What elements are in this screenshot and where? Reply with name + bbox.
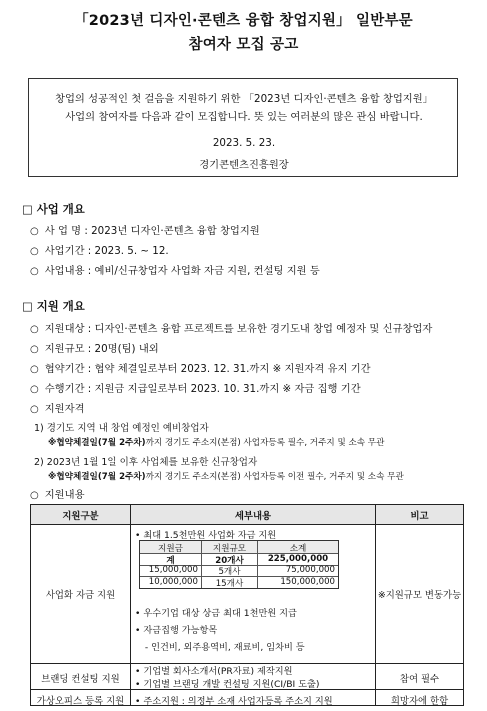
list-item-text: 협약기간 : 협약 체결일로부터 2023. 12. 31.까지 ※ 지원자격 유지 기간 — [44, 363, 371, 375]
table-bullet: • 최대 1.5천만원 사업화 자금 지원 — [135, 530, 277, 541]
note-text: 까지 경기도 주소지(본점) 사업자등록 필수, 거주지 및 소속 무관 — [145, 438, 385, 448]
list-item — [30, 400, 85, 415]
document-title: 「2023년 디자인·콘텐츠 융합 창업지원」 일반부문 — [74, 13, 413, 29]
circle-bullet-icon: ○ — [30, 384, 39, 395]
column-header: 비고 — [410, 511, 429, 522]
column-header: 세부내용 — [234, 511, 272, 522]
notice-organization: 경기콘텐츠진흥원장 — [199, 159, 289, 171]
list-item — [30, 222, 260, 237]
inner-cell: 10,000,000 — [148, 577, 198, 587]
list-item-text: 지원자격 — [44, 403, 85, 415]
inner-cell: 15,000,000 — [148, 565, 198, 575]
column-divider — [130, 505, 131, 705]
table-cell-remark: ※지원규모 변동가능 — [377, 590, 462, 601]
list-item — [30, 242, 169, 257]
circle-bullet-icon: ○ — [30, 364, 39, 375]
inner-cell: 75,000,000 — [285, 565, 335, 575]
inner-funding-table — [139, 540, 339, 589]
inner-header: 지원금 — [158, 544, 183, 554]
inner-header: 지원규모 — [212, 544, 247, 554]
list-item-text: 지원대상 : 디자인·콘텐츠 융합 프로젝트를 보유한 경기도내 창업 예정자 및 신규창업자 — [44, 323, 433, 335]
inner-cell: 5개사 — [218, 567, 241, 577]
table-cell-remark: 참여 필수 — [399, 674, 440, 685]
qualification-1-note — [48, 436, 384, 448]
list-item — [30, 380, 361, 395]
list-item-text: 지원규모 : 20명(팀) 내외 — [44, 343, 159, 355]
inner-total-count: 20개사 — [215, 556, 244, 566]
note-emphasis: ※협약체결일(7월 2주차) — [48, 438, 146, 448]
table-sub-bullet: - 인건비, 외주용역비, 재료비, 임차비 등 — [139, 642, 305, 653]
list-item-text: 사 업 명 : 2023년 디자인·콘텐츠 융합 창업지원 — [44, 225, 260, 237]
table-bullet: • 우수기업 대상 상금 최대 1천만원 지급 — [135, 608, 297, 619]
table-cell-remark: 희망자에 한함 — [390, 696, 449, 707]
circle-bullet-icon: ○ — [30, 404, 39, 415]
circle-bullet-icon: ○ — [30, 324, 39, 335]
inner-total-amount: 225,000,000 — [267, 554, 329, 564]
column-header: 지원구분 — [62, 511, 99, 522]
notice-box — [28, 78, 458, 177]
circle-bullet-icon: ○ — [30, 246, 39, 257]
inner-total-label: 계 — [166, 556, 175, 566]
notice-line-2: 사업의 참여자를 다음과 같이 모집합니다. 뜻 있는 여러분의 많은 관심 바랍니다. — [65, 111, 423, 123]
note-text: 까지 경기도 주소지(본점) 사업자등록 이전 필수, 거주지 및 소속 무관 — [145, 472, 404, 482]
table-cell-category: 브랜딩 컨설팅 지원 — [41, 674, 120, 685]
qualification-1: 1) 경기도 지역 내 창업 예정인 예비창업자 — [34, 423, 209, 434]
section-business-overview-heading: □ 사업 개요 — [22, 202, 85, 216]
list-item — [30, 262, 320, 277]
document-subtitle: 참여자 모집 공고 — [188, 37, 299, 53]
qualification-2-note — [48, 470, 404, 482]
list-item-text: 사업내용 : 예비/신규창업자 사업화 자금 지원, 컨설팅 지원 등 — [44, 265, 320, 277]
circle-bullet-icon: ○ — [30, 344, 39, 355]
table-cell-category: 사업화 자금 지원 — [45, 590, 116, 601]
qualification-2: 2) 2023년 1월 1일 이후 사업체를 보유한 신규창업자 — [34, 457, 258, 468]
list-item — [30, 340, 159, 355]
table-bullet: • 기업별 회사소개서(PR자료) 제작지원 — [135, 666, 293, 677]
list-item-text: 사업기간 : 2023. 5. ~ 12. — [44, 245, 169, 257]
table-bullet: • 기업별 브랜딩 개발 컨설팅 지원(CI/BI 도출) — [135, 679, 320, 690]
inner-header: 소계 — [289, 544, 307, 554]
support-content-table — [30, 504, 464, 706]
note-emphasis: ※협약체결일(7월 2주차) — [48, 472, 146, 482]
notice-date: 2023. 5. 23. — [212, 137, 276, 149]
section-support-overview-heading: □ 지원 개요 — [22, 299, 85, 313]
circle-bullet-icon: ○ — [30, 226, 39, 237]
table-cell-category: 가상오피스 등록 지원 — [36, 696, 125, 707]
list-item-text: 수행기간 : 지원금 지급일로부터 2023. 10. 31.까지 ※ 자금 집행 기간 — [44, 383, 361, 395]
circle-bullet-icon: ○ — [30, 490, 39, 501]
list-item-text: 지원내용 — [44, 489, 85, 501]
circle-bullet-icon: ○ — [30, 266, 39, 277]
inner-cell: 15개사 — [215, 579, 244, 589]
inner-cell: 150,000,000 — [280, 577, 335, 587]
list-item — [30, 320, 432, 335]
table-bullet: • 자금집행 가능항목 — [135, 625, 218, 636]
list-item — [30, 360, 371, 375]
list-item — [30, 486, 85, 501]
table-bullet: • 주소지원 : 의정부 소재 사업자등록 주소지 지원 — [135, 696, 333, 707]
notice-line-1: 창업의 성공적인 첫 걸음을 지원하기 위한 「2023년 디자인·콘텐츠 융합 창업지원」 — [55, 93, 433, 105]
